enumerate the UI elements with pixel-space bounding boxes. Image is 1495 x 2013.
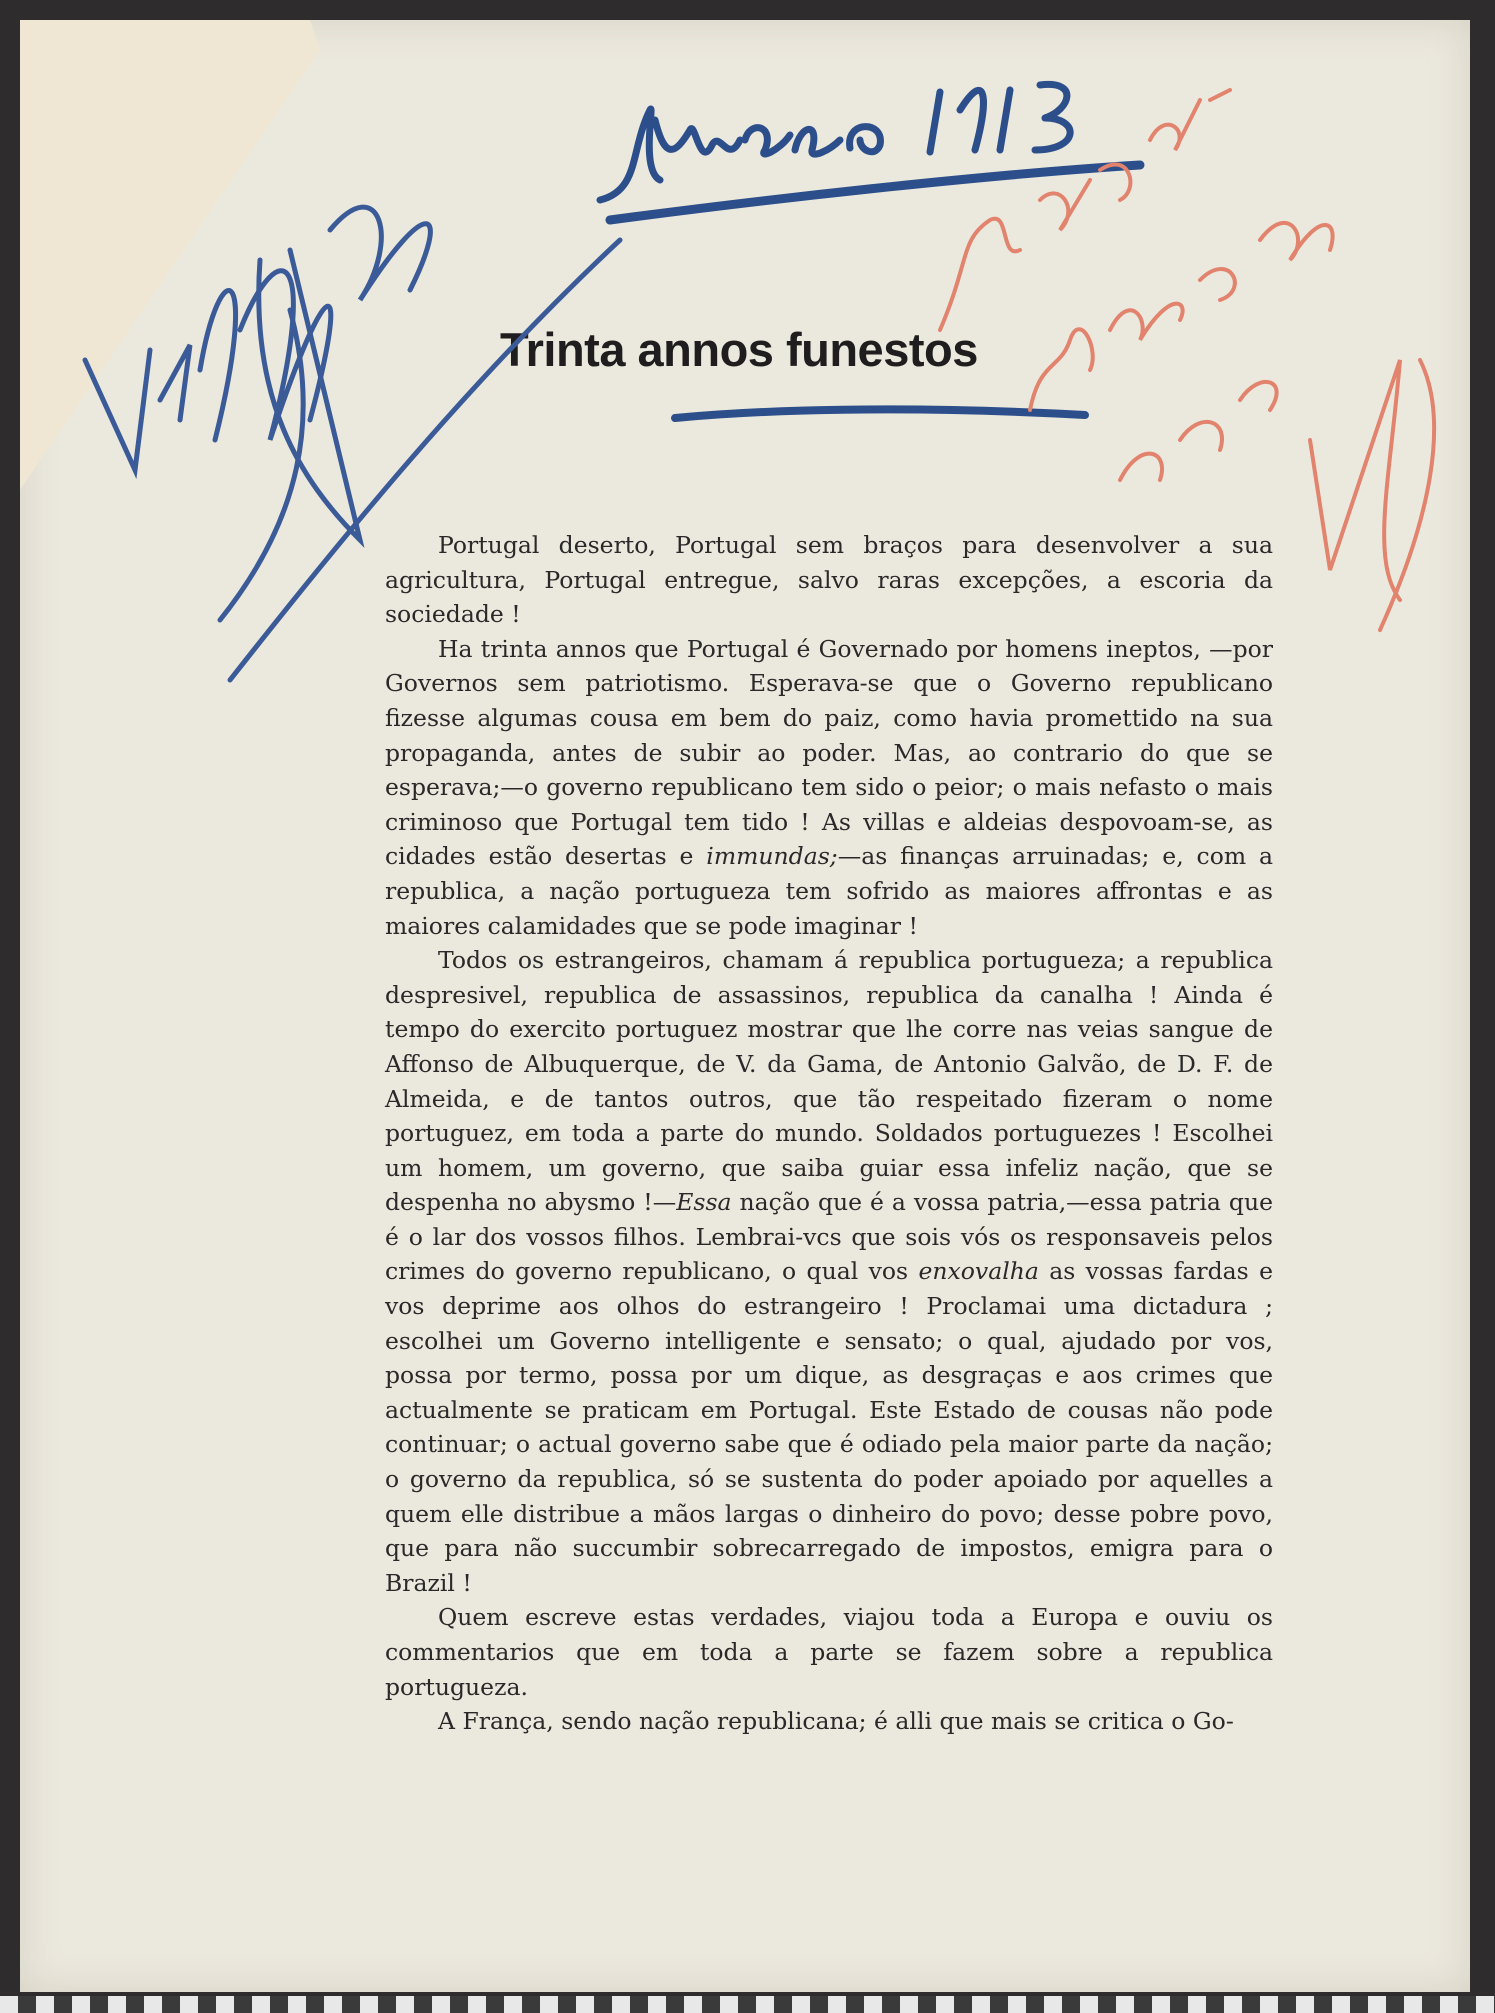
text-run: as vossas fardas e vos deprime aos olhos do estrangeiro ! Proclamai uma dictadura ; escolhei um Governo intelligente e sensato; o qual, ajudado por vos, possa por termo, possa por um dique, as desgraças e aos crimes que actualmente se praticam em Portugal. Este Estado de cousas não pode continuar; o actual governo sabe que é odiado pela maior parte da nação; o governo da republica, só se sustenta do poder apoiado por aquelles a quem elle distribue a mãos largas o dinheiro do povo; desse pobre povo, que para não succumbir sobrecarregado de impostos, emigra para o Brazil ! <box>385 1257 1273 1597</box>
text-run: Todos os estrangeiros, chamam á republica portugueza; a republica despresivel, republica de assassinos, republica da canalha ! Ainda é tempo do exercito portuguez mostrar que lhe corre nas veias sangue de Affonso de Albuquerque, de V. da Gama, de Antonio Galvão, de D. F. de Almeida, e de tantos outros, que tão respeitado fizeram o nome portuguez, em toda a parte do mundo. Soldados portuguezes ! Escolhei um homem, um governo, que saiba guiar essa infeliz nação, que se despenha no abysmo !— <box>385 946 1273 1217</box>
folder-tab <box>20 20 320 490</box>
paragraph <box>385 528 1273 632</box>
italic-run: Essa <box>676 1188 732 1217</box>
text-run: Quem escreve estas verdades, viajou toda a Europa e ouviu os commentarios que em toda a parte se fazem sobre a republica portugueza. <box>385 1603 1273 1701</box>
document-body <box>385 528 1273 1739</box>
text-run: nação que é a vossa patria,—essa patria que é o lar dos vossos filhos. Lembrai-vcs que sois vós os responsaveis pelos crimes do governo republicano, o qual vos <box>385 1188 1274 1286</box>
text-run: Ha trinta annos que Portugal é Governado por homens ineptos, —por Governos sem patriotismo. Esperava-se que o Governo republicano fizesse algumas cousa em bem do paiz, como havia promettido na sua propaganda, antes de subir ao poder. Mas, ao contrario do que se esperava;—o governo republicano tem sido o peior; o mais nefasto o mais criminoso que Portugal tem tido ! As villas e aldeias despovoam-se, as cidades estão desertas e <box>385 634 1273 871</box>
italic-run: immundas; <box>706 842 838 871</box>
document-title: Trinta annos funestos <box>500 323 978 376</box>
text-run: —as finanças arruinadas; e, com a republica, a nação portugueza tem sofrido as maiores affrontas e as maiores calamidades que se pode imaginar ! <box>385 842 1273 940</box>
paragraph <box>385 632 1273 943</box>
paragraph <box>385 943 1273 1600</box>
scale-ruler <box>0 1996 1495 2013</box>
italic-run: enxovalha <box>918 1257 1039 1286</box>
paragraph <box>385 1704 1273 1739</box>
text-run: Portugal deserto, Portugal sem braços para desenvolver a sua agricultura, Portugal entregue, salvo raras excepções, a escoria da sociedade ! <box>385 531 1273 629</box>
paragraph <box>385 1600 1273 1704</box>
text-run: A França, sendo nação republicana; é alli que mais se critica o Go- <box>438 1707 1234 1736</box>
